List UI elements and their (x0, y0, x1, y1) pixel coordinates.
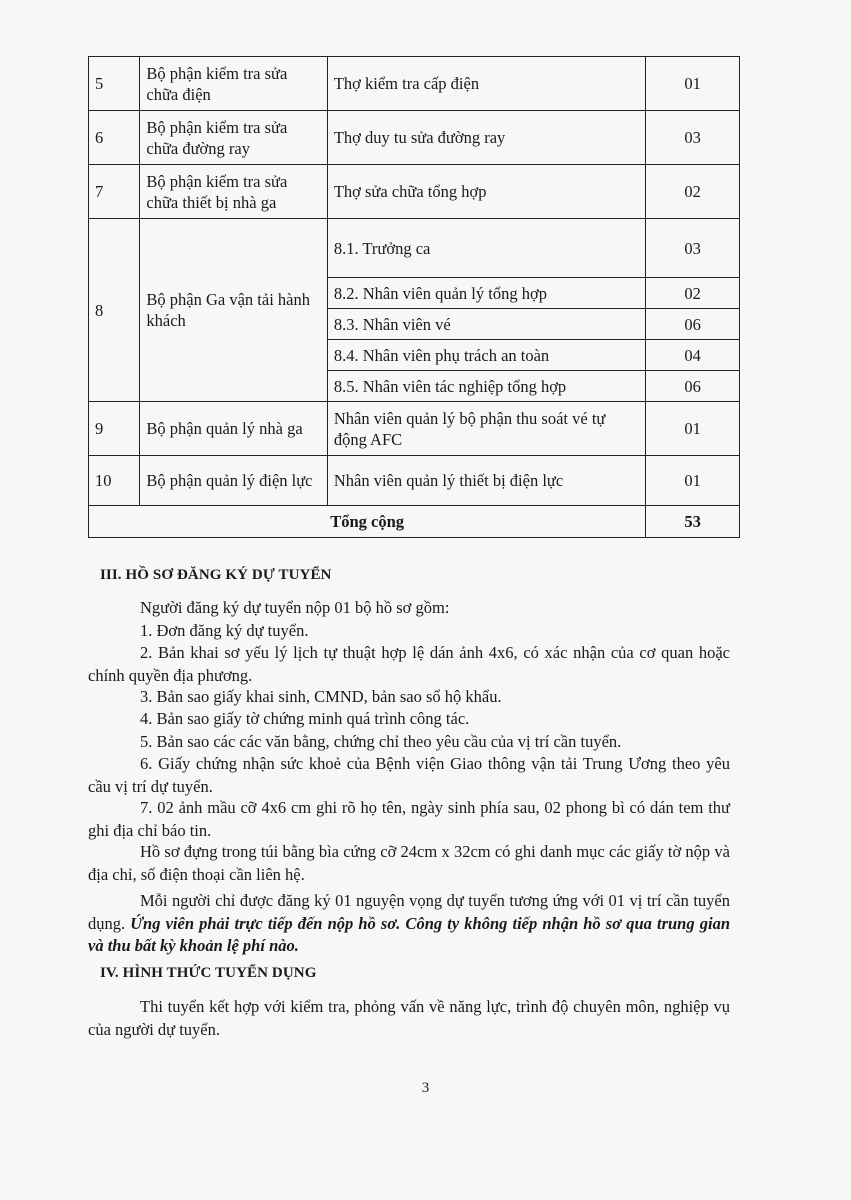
table-row (89, 219, 740, 278)
quantity-cell: 06 (646, 309, 740, 340)
quantity-cell: 01 (646, 57, 740, 111)
paragraph: Hồ sơ đựng trong túi bằng bìa cứng cỡ 24cm x 32cm có ghi danh mục các giấy tờ nộp và địa chỉ, số điện thoại cần liên hệ. (88, 842, 730, 884)
quantity-cell: 02 (646, 165, 740, 219)
position-cell: 8.3. Nhân viên vé (327, 309, 645, 340)
row-number: 6 (89, 111, 140, 165)
position-cell: 8.4. Nhân viên phụ trách an toàn (327, 340, 645, 371)
department-cell: Bộ phận Ga vận tải hành khách (140, 219, 327, 402)
list-item: 4. Bản sao giấy tờ chứng minh quá trình công tác. (140, 709, 470, 728)
paragraph: Người đăng ký dự tuyển nộp 01 bộ hồ sơ gồm: (140, 598, 450, 617)
list-item: 3. Bản sao giấy khai sinh, CMND, bản sao sổ hộ khẩu. (140, 687, 502, 706)
department-cell: Bộ phận kiểm tra sửa chữa đường ray (140, 111, 327, 165)
department-cell: Bộ phận kiểm tra sửa chữa điện (140, 57, 327, 111)
quantity-cell: 06 (646, 371, 740, 402)
table-row (89, 402, 740, 456)
quantity-cell: 01 (646, 402, 740, 456)
quantity-cell: 02 (646, 278, 740, 309)
row-number: 5 (89, 57, 140, 111)
position-cell: Thợ duy tu sửa đường ray (327, 111, 645, 165)
table-row (89, 456, 740, 506)
total-label: Tổng cộng (89, 506, 646, 538)
paragraph (88, 890, 730, 958)
list-item: 7. 02 ảnh mầu cỡ 4x6 cm ghi rõ họ tên, ngày sinh phía sau, 02 phong bì có dán tem thư ghi địa chỉ báo tin. (88, 798, 730, 840)
position-cell: Nhân viên quản lý bộ phận thu soát vé tự động AFC (327, 402, 645, 456)
list-item: 1. Đơn đăng ký dự tuyển. (140, 621, 309, 640)
position-cell: Nhân viên quản lý thiết bị điện lực (327, 456, 645, 506)
quantity-cell: 01 (646, 456, 740, 506)
table-row (89, 111, 740, 165)
row-number: 8 (89, 219, 140, 402)
department-cell: Bộ phận quản lý điện lực (140, 456, 327, 506)
department-cell: Bộ phận kiểm tra sửa chữa thiết bị nhà ga (140, 165, 327, 219)
total-row (89, 506, 740, 538)
section-heading: III. HỒ SƠ ĐĂNG KÝ DỰ TUYỂN (100, 567, 332, 583)
table-row (89, 57, 740, 111)
department-cell: Bộ phận quản lý nhà ga (140, 402, 327, 456)
row-number: 7 (89, 165, 140, 219)
row-number: 10 (89, 456, 140, 506)
row-number: 9 (89, 402, 140, 456)
page-number: 3 (421, 1080, 430, 1096)
position-cell: Thợ kiểm tra cấp điện (327, 57, 645, 111)
staffing-table (88, 56, 740, 538)
section-heading: IV. HÌNH THỨC TUYỂN DỤNG (100, 965, 317, 981)
emphasis-text: Ứng viên phải trực tiếp đến nộp hồ sơ. Công ty không tiếp nhận hồ sơ qua trung gian và thu bất kỳ khoản lệ phí nào. (88, 913, 730, 955)
quantity-cell: 03 (646, 219, 740, 278)
total-value: 53 (646, 506, 740, 538)
quantity-cell: 04 (646, 340, 740, 371)
position-cell: Thợ sửa chữa tổng hợp (327, 165, 645, 219)
list-item: 2. Bản khai sơ yếu lý lịch tự thuật hợp lệ dán ảnh 4x6, có xác nhận của cơ quan hoặc chính quyền địa phương. (88, 643, 730, 685)
list-item: 5. Bản sao các các văn bằng, chứng chỉ theo yêu cầu của vị trí cần tuyển. (140, 732, 622, 751)
paragraph: Thi tuyển kết hợp với kiểm tra, phỏng vấn về năng lực, trình độ chuyên môn, nghiệp vụ của người dự tuyển. (88, 997, 730, 1039)
position-cell: 8.5. Nhân viên tác nghiệp tổng hợp (327, 371, 645, 402)
quantity-cell: 03 (646, 111, 740, 165)
position-cell: 8.2. Nhân viên quản lý tổng hợp (327, 278, 645, 309)
note-text: Mỗi người chỉ được đăng ký 01 nguyện vọng dự tuyển tương ứng với 01 vị trí cần tuyển dụng. (88, 891, 730, 933)
table-row (89, 165, 740, 219)
list-item: 6. Giấy chứng nhận sức khoẻ của Bệnh viện Giao thông vận tải Trung Ương theo yêu cầu vị trí dự tuyển. (88, 754, 730, 796)
position-cell: 8.1. Trưởng ca (327, 219, 645, 278)
